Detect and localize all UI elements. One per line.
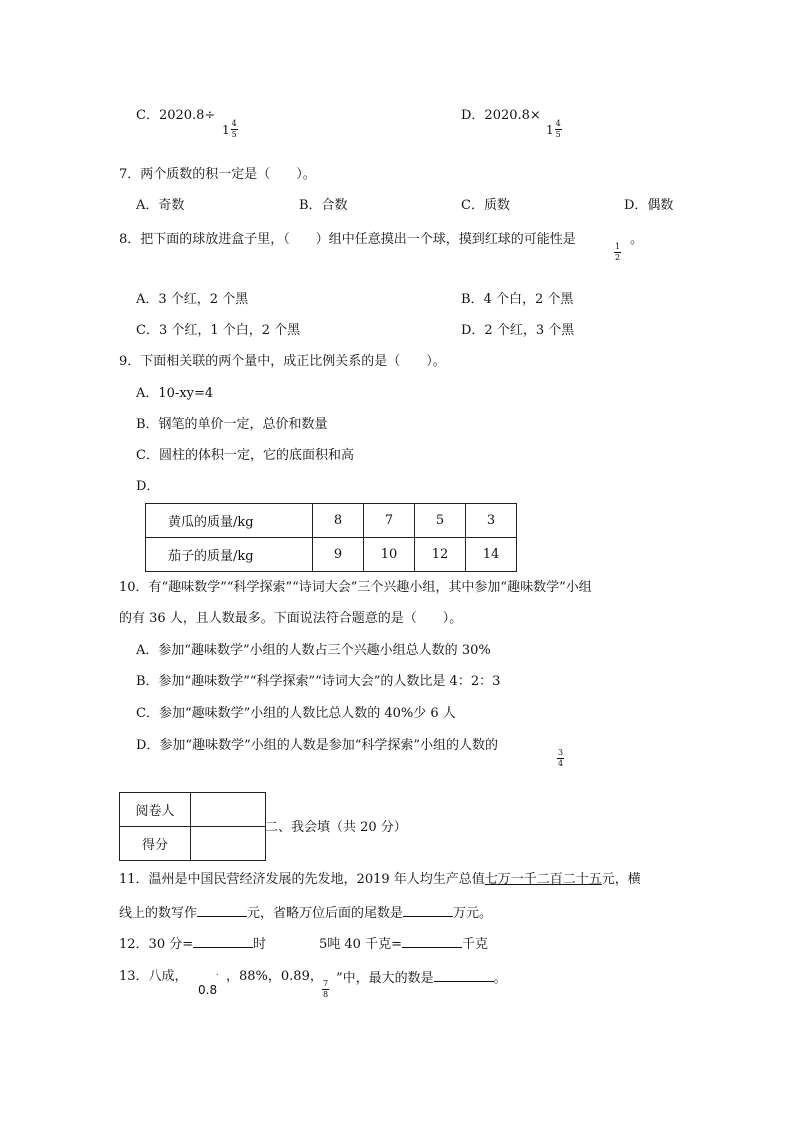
score-cell[interactable]: [191, 827, 266, 861]
grader-signature-cell[interactable]: [191, 793, 266, 827]
q10-option-b: B．参加“趣味数学”“科学探索”“诗词大会”的人数比是 4：2：3: [136, 674, 501, 689]
q9-option-c: C．圆柱的体积一定，它的底面积和高: [136, 448, 354, 463]
q8-option-a: A．3 个红，2 个黑: [136, 292, 249, 307]
q13-fraction: [322, 980, 329, 999]
q6-option-c-mixed-number: [222, 120, 238, 139]
fraction-denominator: 2: [615, 253, 621, 262]
q7-option-b: B．合数: [299, 198, 348, 213]
table-cell: 12: [415, 538, 466, 572]
mixed-whole: 1: [546, 122, 554, 137]
q8-option-b: B．4 个白，2 个黑: [461, 292, 574, 307]
q11-underlined-number: 七万一千二百二十五: [484, 872, 602, 887]
q11-line2: [119, 905, 492, 920]
q10-option-c: C．参加“趣味数学”小组的人数比总人数的 40%少 6 人: [136, 706, 456, 721]
q7-option-d: D．偶数: [624, 198, 674, 213]
score-label: 得分: [120, 827, 191, 861]
row-label: 黄瓜的质量/kg: [146, 504, 313, 538]
q11-line2-c: 万元。: [453, 906, 493, 921]
table-cell: 9: [313, 538, 364, 572]
fraction-numerator: 4: [555, 119, 561, 128]
q9-option-a: A．10-xy=4: [136, 386, 214, 401]
q9-stem: 9．下面相关联的两个量中，成正比例关系的是（ ）。: [119, 354, 446, 369]
q13-post: [336, 970, 507, 985]
mixed-fraction: [555, 120, 562, 139]
answer-blank[interactable]: [403, 905, 453, 917]
q9-option-d-table: [145, 503, 517, 572]
q13-post-text: ”中，最大的数是: [336, 971, 434, 986]
q6-option-d-mixed-number: [546, 120, 562, 139]
section-2-title: 二、我会填（共 20 分）: [265, 820, 407, 835]
table-row: [120, 827, 266, 861]
q8-option-c: C．3 个红，1 个白，2 个黑: [136, 323, 301, 338]
table-row: [146, 504, 517, 538]
fraction-numerator: 1: [615, 242, 621, 251]
q10-stem-line2: 的有 36 人，且人数最多。下面说法符合题意的是（ ）。: [119, 611, 463, 626]
fraction-denominator: 8: [323, 990, 329, 999]
table-cell: 3: [466, 504, 517, 538]
fraction-denominator: 4: [558, 759, 564, 768]
q12-line: [119, 936, 266, 951]
answer-blank[interactable]: [402, 936, 462, 948]
q12-line-second: [319, 936, 488, 951]
repeating-decimal-dot: .: [216, 968, 219, 977]
q13-end: 。: [493, 971, 507, 986]
q10-option-a: A．参加“趣味数学”小组的人数占三个兴趣小组总人数的 30%: [136, 643, 491, 658]
answer-blank[interactable]: [434, 970, 494, 982]
q10-option-d-fraction: [557, 749, 564, 768]
q7-stem: 7．两个质数的积一定是（ ）。: [119, 167, 316, 182]
q8-stem: 8．把下面的球放进盒子里，（ ）组中任意摸出一个球，摸到红球的可能性是: [119, 232, 576, 247]
q13-mid: ，88%，0.89，: [226, 969, 323, 984]
row-label: 茄子的质量/kg: [146, 538, 313, 572]
q8-stem-end: 。: [630, 232, 644, 247]
fraction-numerator: 3: [558, 748, 564, 757]
table-cell: 10: [364, 538, 415, 572]
q10-option-d: D．参加“趣味数学”小组的人数是参加“科学探索”小组的人数的: [136, 738, 499, 753]
q9-option-d: D．: [136, 479, 160, 494]
q12-part3: 5吨 40 千克=: [319, 937, 402, 952]
q13-decimal: 0.8: [198, 983, 218, 997]
q11-line2-a: 线上的数写作: [119, 906, 198, 921]
table-cell: 14: [466, 538, 517, 572]
q6-option-c: C．2020.8÷: [136, 108, 216, 123]
table-row: [146, 538, 517, 572]
answer-blank[interactable]: [197, 905, 247, 917]
grader-label: 阅卷人: [120, 793, 191, 827]
q7-option-a: A．奇数: [136, 198, 185, 213]
answer-blank[interactable]: [193, 936, 253, 948]
q11-line2-b: 元，省略万位后面的尾数是: [247, 906, 404, 921]
q12-part2: 时: [253, 937, 267, 952]
q9-option-b: B．钢笔的单价一定，总价和数量: [136, 417, 328, 432]
q13-pre: 13．八成，: [119, 969, 188, 984]
q12-part4: 千克: [461, 937, 488, 952]
q11-line1-post: 元，横: [601, 872, 641, 887]
q11-line1-pre: 11．温州是中国民营经济发展的先发地，2019 年人均生产总值: [119, 872, 485, 887]
q8-fraction: [614, 243, 621, 262]
grader-table: [119, 792, 266, 861]
q8-option-d: D．2 个红，3 个黑: [461, 323, 575, 338]
table-cell: 8: [313, 504, 364, 538]
fraction-denominator: 5: [231, 130, 237, 139]
table-row: [120, 793, 266, 827]
fraction-numerator: 7: [323, 979, 329, 988]
fraction-numerator: 4: [231, 119, 237, 128]
fraction-denominator: 5: [555, 130, 561, 139]
q7-option-c: C．质数: [461, 198, 510, 213]
table-cell: 5: [415, 504, 466, 538]
mixed-whole: 1: [222, 122, 230, 137]
table-cell: 7: [364, 504, 415, 538]
q6-option-d: D．2020.8×: [461, 108, 541, 123]
q10-stem-line1: 10．有“趣味数学”“科学探索”“诗词大会”三个兴趣小组，其中参加“趣味数学”小组: [119, 580, 592, 595]
q11-line1: [119, 873, 641, 886]
q12-part1: 12．30 分=: [119, 937, 194, 952]
mixed-fraction: [231, 120, 238, 139]
